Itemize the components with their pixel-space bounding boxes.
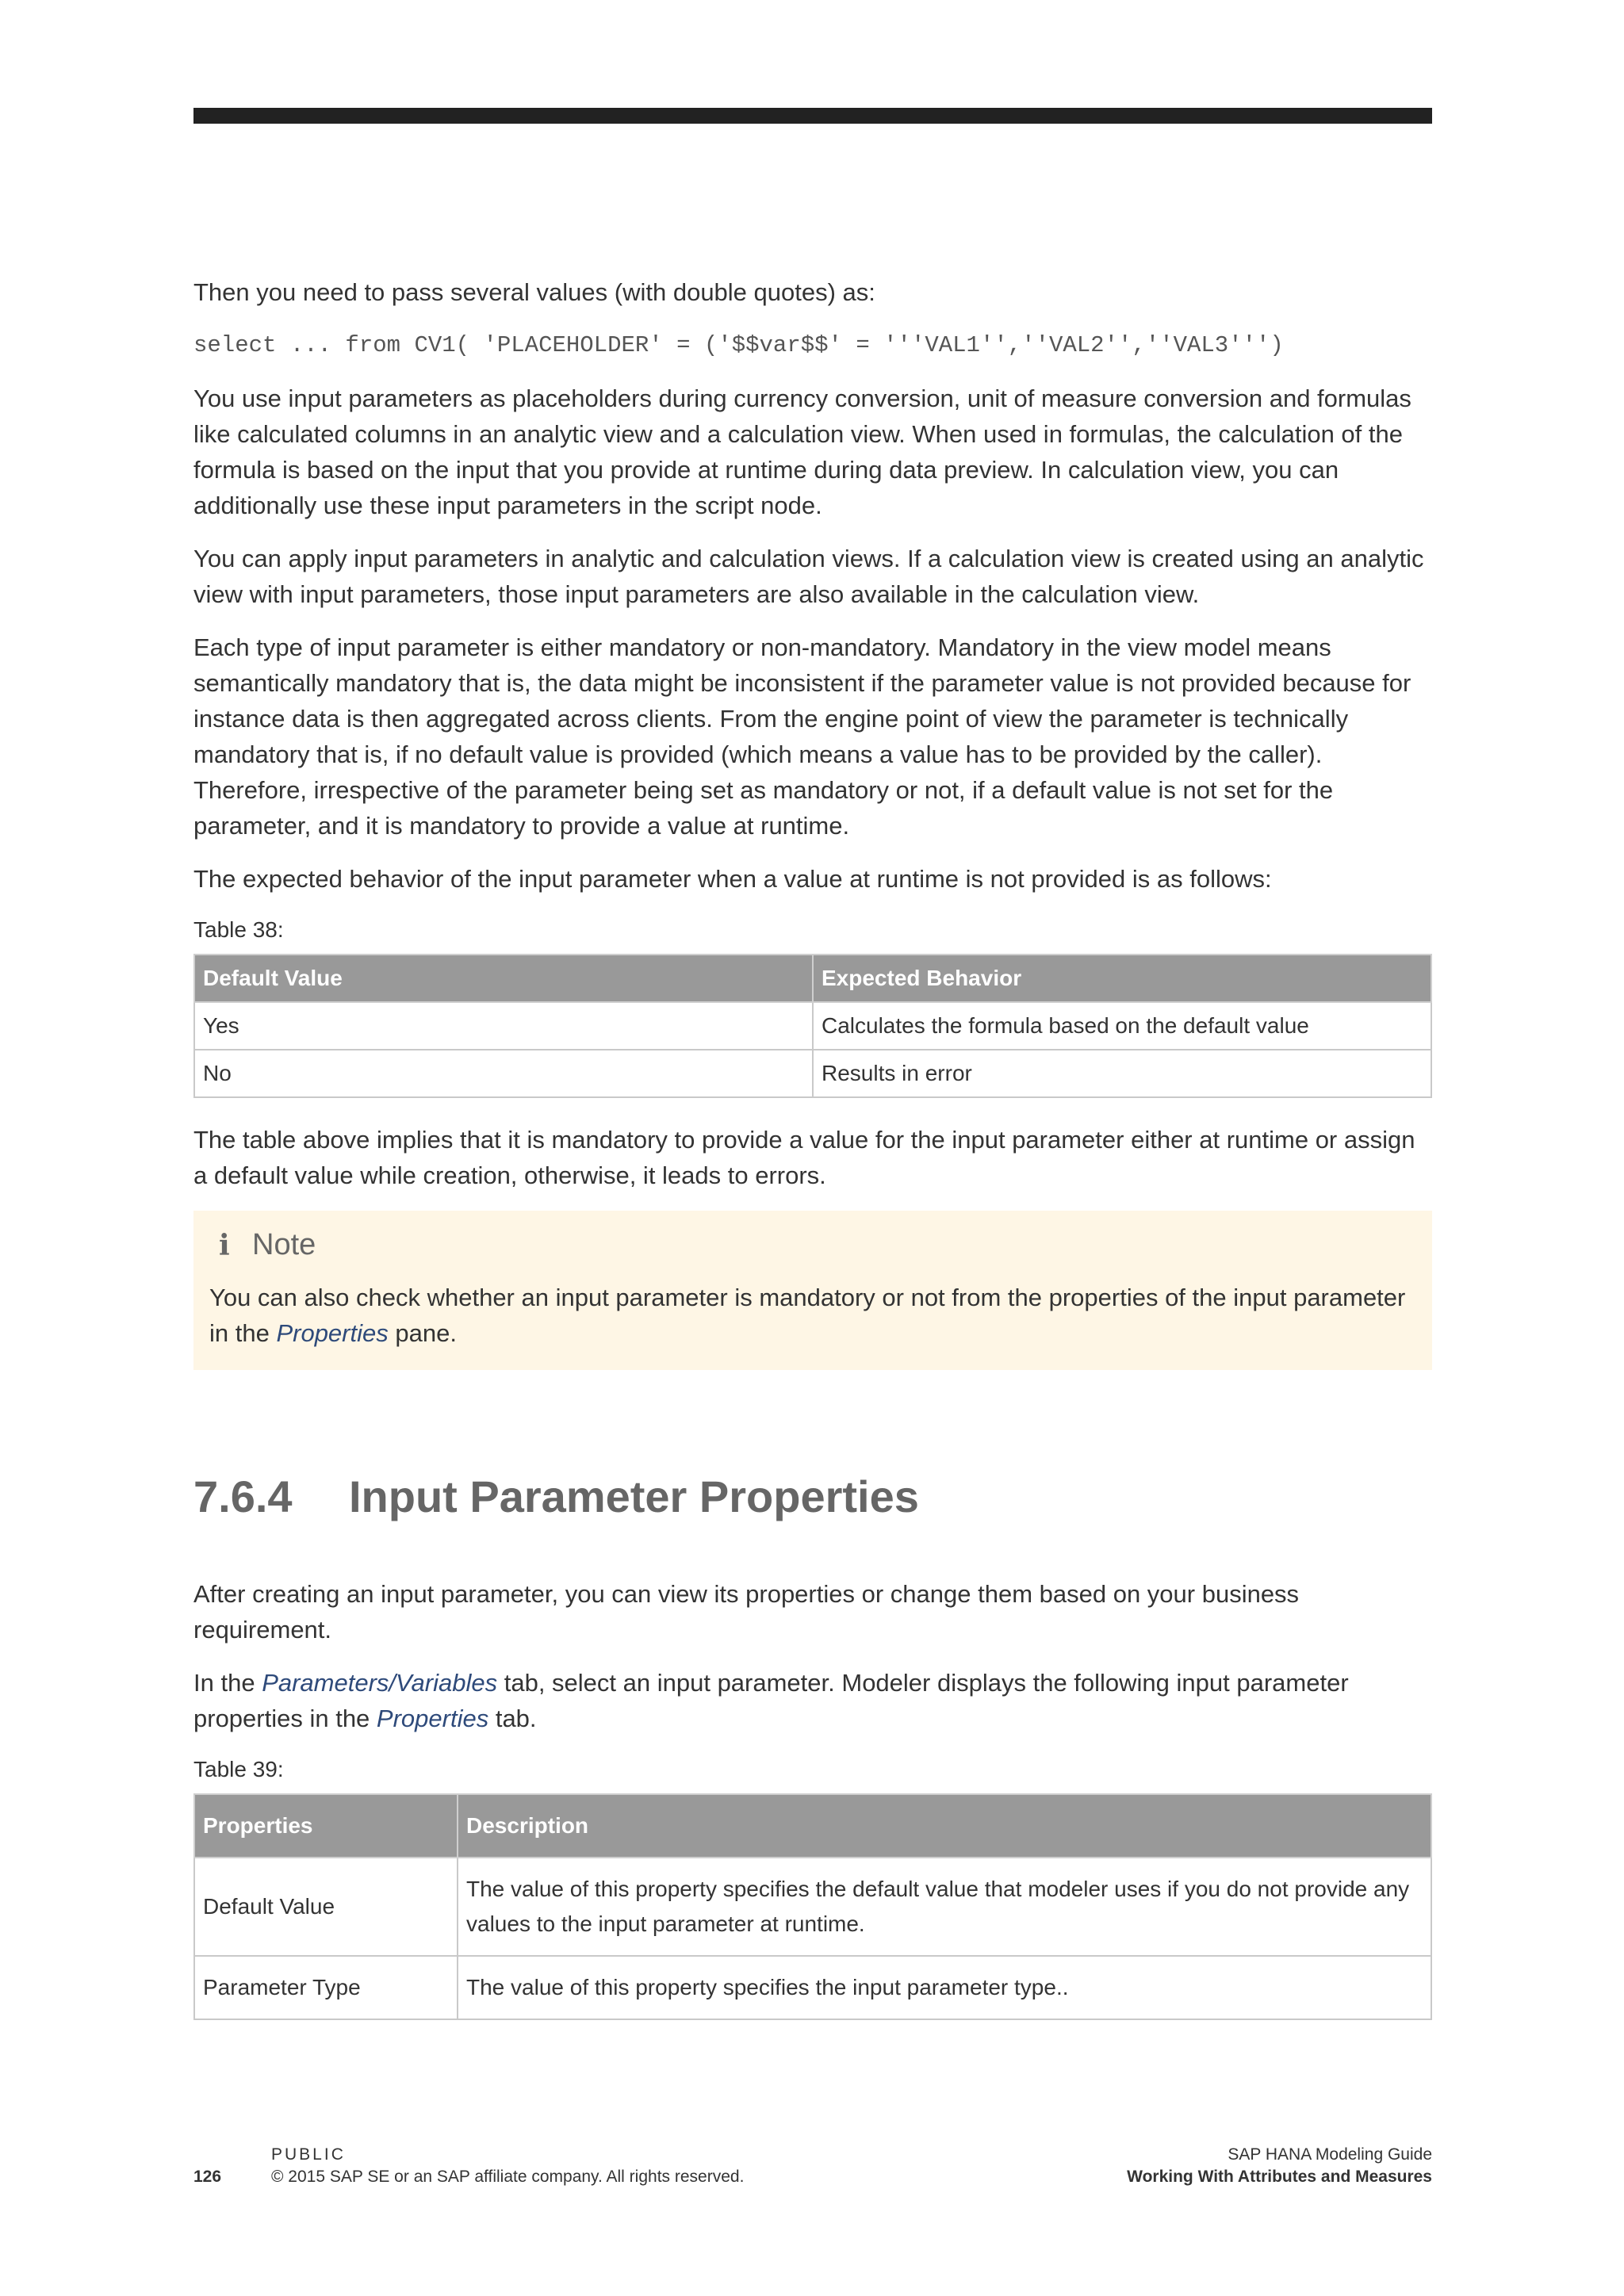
page-footer <box>193 2144 1432 2191</box>
column-header: Description <box>458 1794 1431 1858</box>
table-39 <box>193 1793 1432 2020</box>
code-sample: select ... from CV1( 'PLACEHOLDER' = ('$$var$$' = '''VAL1'',''VAL2'',''VAL3''') <box>193 332 1284 358</box>
table-cell: The value of this property specifies the input parameter type.. <box>458 1956 1431 2019</box>
paragraph: After creating an input parameter, you can view its properties or change them based on your business requirement. <box>193 1580 1300 1644</box>
table-caption: Table 39: <box>193 1757 284 1781</box>
table-cell: No <box>194 1050 813 1097</box>
note-box <box>193 1211 1432 1370</box>
text-part: In the <box>193 1669 262 1697</box>
paragraph: Then you need to pass several values (with double quotes) as: <box>193 278 875 306</box>
paragraph: The table above implies that it is mandatory to provide a value for the input parameter either at runtime or assign a default value while creation, otherwise, it leads to errors. <box>193 1126 1415 1189</box>
note-title: Note <box>252 1228 316 1261</box>
table-row <box>194 1858 1431 1956</box>
column-header: Properties <box>194 1794 458 1858</box>
paragraph: You can apply input parameters in analytic and calculation views. If a calculation view is created using an analytic view with input parameters, those input parameters are also available in the calculation view. <box>193 545 1424 608</box>
page-content <box>193 274 1432 2020</box>
table-38 <box>193 954 1432 1098</box>
table-row <box>194 1002 1431 1050</box>
table-caption: Table 38: <box>193 917 284 942</box>
note-text-part: You can also check whether an input parameter is mandatory or not from the properties of the input parameter in the <box>209 1284 1406 1347</box>
note-text <box>209 1280 1416 1351</box>
info-icon: i <box>219 1228 230 1262</box>
table-row <box>194 1956 1431 2019</box>
table-cell: Results in error <box>813 1050 1431 1097</box>
paragraph: Each type of input parameter is either mandatory or non-mandatory. Mandatory in the view model means semantically mandatory that is, the data might be inconsistent if the parameter value is not provided because for instance data is then aggregated across clients. From the engine point of view the parameter is technically mandatory that is, if no default value is provided (which means a value has to be provided by the caller). Therefore, irrespective of the parameter being set as mandatory or not, if a default value is not set for the parameter, and it is mandatory to provide a value at runtime. <box>193 633 1411 840</box>
classification-label: PUBLIC <box>271 2145 346 2164</box>
section-title: Input Parameter Properties <box>349 1471 919 1521</box>
table-cell: The value of this property specifies the default value that modeler uses if you do not provide any values to the input parameter at runtime. <box>458 1858 1431 1956</box>
paragraph: You use input parameters as placeholders during currency conversion, unit of measure conversion and formulas like calculated columns in an analytic view and a calculation view. When used in formulas, the calculation of the formula is based on the input that you provide at runtime during data preview. In calculation view, you can additionally use these input parameters in the script node. <box>193 385 1411 519</box>
table-header-row <box>194 1794 1431 1858</box>
parameters-variables-link[interactable]: Parameters/Variables <box>262 1669 498 1697</box>
text-part: tab, select an input parameter. Modeler displays the following input parameter properties in the <box>193 1669 1349 1732</box>
table-cell: Default Value <box>194 1858 458 1956</box>
section-number: 7.6.4 <box>193 1471 293 1521</box>
header-rule <box>193 108 1432 124</box>
text-part: tab. <box>488 1705 537 1732</box>
page-number: 126 <box>193 2168 222 2186</box>
table-cell: Yes <box>194 1002 813 1050</box>
table-cell: Parameter Type <box>194 1956 458 2019</box>
column-header: Expected Behavior <box>813 955 1431 1002</box>
note-text-part: pane. <box>388 1319 457 1347</box>
table-cell: Calculates the formula based on the default value <box>813 1002 1431 1050</box>
paragraph <box>193 1665 1432 1736</box>
copyright: © 2015 SAP SE or an SAP affiliate company. All rights reserved. <box>271 2168 745 2186</box>
column-header: Default Value <box>194 955 813 1002</box>
section-heading <box>193 1473 1432 1521</box>
guide-title: SAP HANA Modeling Guide <box>1228 2145 1432 2164</box>
paragraph: The expected behavior of the input parameter when a value at runtime is not provided is as follows: <box>193 865 1272 893</box>
properties-link[interactable]: Properties <box>276 1319 389 1347</box>
table-header-row <box>194 955 1431 1002</box>
table-row <box>194 1050 1431 1097</box>
note-header <box>209 1228 1416 1262</box>
properties-tab-link[interactable]: Properties <box>376 1705 489 1732</box>
chapter-title: Working With Attributes and Measures <box>1127 2168 1432 2186</box>
